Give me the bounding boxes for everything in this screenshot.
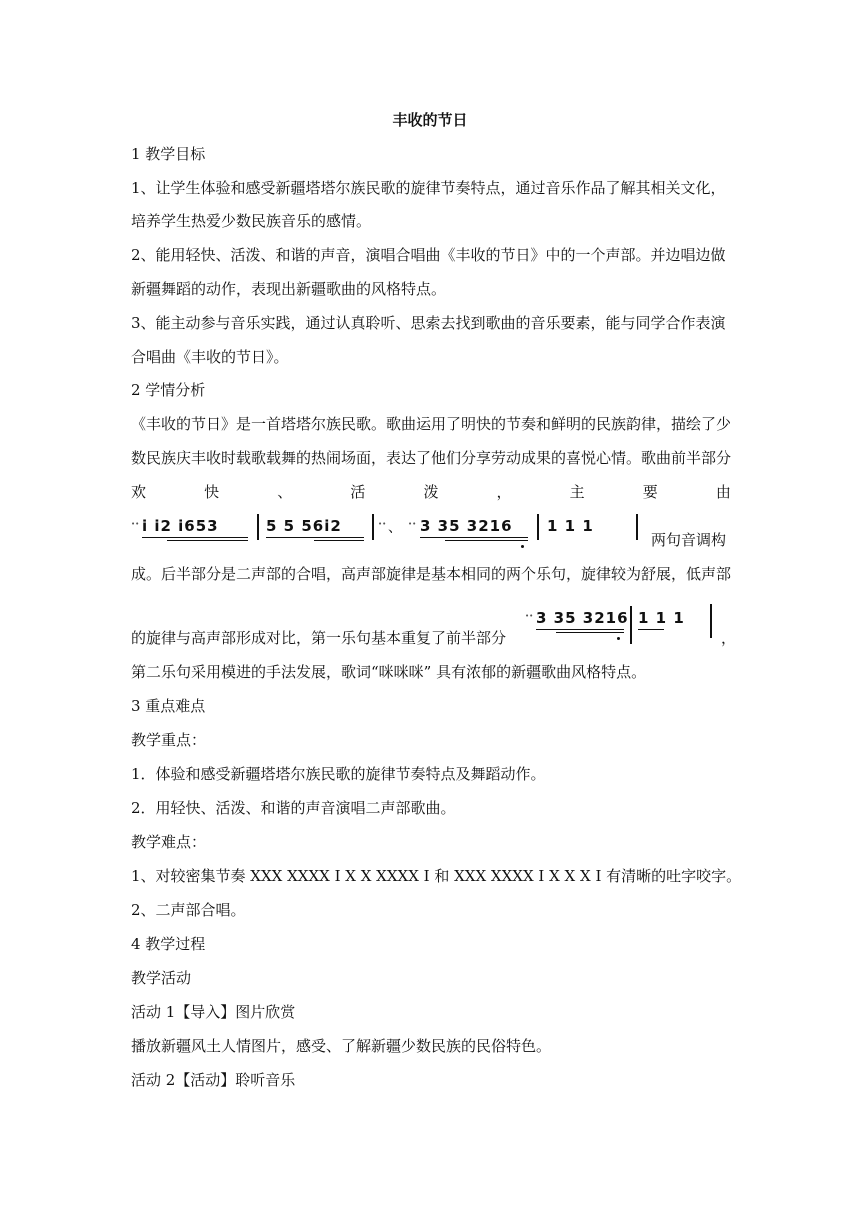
spread-word: 欢 — [131, 483, 147, 501]
difficulty-2: 2、二声部合唱。 — [131, 901, 246, 919]
barline — [636, 514, 638, 540]
notation-bar-5: 3 35 3216 — [536, 609, 629, 627]
difficulty-1: 1、对较密集节奏 XXX XXXX I X X XXXX I 和 XXX XXXX I X X X I 有清晰的吐字咬字。 — [131, 867, 742, 885]
analysis-line-e: 成。后半部分是二声部的合唱，高声部旋律是基本相同的两个乐句，旋律较为舒展，低声部 — [131, 565, 732, 583]
section-heading-goals: 1 教学目标 — [131, 145, 206, 163]
barline — [710, 604, 712, 638]
analysis-spread-line — [131, 481, 731, 503]
spread-word: 快 — [204, 483, 220, 501]
octave-dot — [521, 545, 524, 548]
activity-1-text: 播放新疆风土人情图片，感受、了解新疆少数民族的民俗特色。 — [131, 1037, 552, 1055]
barline — [372, 514, 374, 540]
goal-1-line-b: 培养学生热爱少数民族音乐的感情。 — [131, 212, 372, 230]
analysis-line-d-tail: 两句音调构 — [651, 531, 727, 549]
spread-word: 活 — [350, 483, 366, 501]
underline-mark — [420, 537, 528, 538]
underline-mark — [142, 537, 248, 538]
spread-word: 泼 — [423, 483, 439, 501]
activity-1-title: 活动 1【导入】图片欣赏 — [131, 1003, 296, 1021]
notation-bar-2: 5 5 56i2 — [266, 517, 342, 535]
analysis-line-f: 的旋律与高声部形成对比，第一乐句基本重复了前半部分 — [131, 629, 507, 647]
barline — [257, 514, 259, 540]
analysis-line-a: 《丰收的节日》是一首塔塔尔族民歌。歌曲运用了明快的节奏和鲜明的民族韵律，描绘了少 — [131, 415, 732, 433]
underline-mark — [314, 540, 364, 541]
analysis-line-b: 数民族庆丰收时载歌载舞的热闹场面，表达了他们分享劳动成果的喜悦心情。歌曲前半部分 — [131, 449, 732, 467]
underline-mark — [445, 540, 528, 541]
goal-2-line-a: 2、能用轻快、活泼、和谐的声音，演唱合唱曲《丰收的节日》中的一个声部。并边唱边做 — [131, 246, 726, 264]
octave-dot — [617, 637, 620, 640]
underline-mark — [638, 629, 664, 630]
spread-word: 主 — [569, 483, 585, 501]
key-point-1: 1．体验和感受新疆塔塔尔族民歌的旋律节奏特点及舞蹈动作。 — [131, 765, 546, 783]
process-subheading: 教学活动 — [131, 969, 192, 987]
notation-bar-3: 3 35 3216 — [420, 517, 513, 535]
goal-3-line-b: 合唱曲《丰收的节日》。 — [131, 348, 289, 366]
spread-word: 由 — [715, 483, 731, 501]
analysis-line-f-tail: ， — [721, 629, 737, 647]
page-title: 丰收的节日 — [392, 111, 468, 129]
spread-word: 、 — [277, 483, 293, 501]
notation-bar-1: i i2 i653 — [142, 517, 219, 535]
notation-bar-6: 1 1 1 — [638, 609, 685, 627]
section-heading-process: 4 教学过程 — [131, 935, 206, 953]
separator: 、 — [388, 520, 402, 536]
barline — [537, 514, 539, 540]
barline — [630, 606, 632, 644]
analysis-line-g: 第二乐句采用模进的手法发展，歌词“咪咪咪” 具有浓郁的新疆歌曲风格特点。 — [131, 663, 647, 681]
goal-3-line-a: 3、能主动参与音乐实践，通过认真聆听、思索去找到歌曲的音乐要素，能与同学合作表演 — [131, 314, 726, 332]
underline-mark — [266, 537, 364, 538]
document-page: 丰收的节日 1 教学目标 1、让学生体验和感受新疆塔塔尔族民歌的旋律节奏特点，通过音乐作品了解其相关文化， 培养学生热爱少数民族音乐的感情。 2、能用轻快、活泼、和谐的声音，演唱合唱曲《丰收的节日》中的一个声部。并边唱边做 新疆舞蹈的动作，表现出新疆歌曲的风格特点。 3、能主动参与音乐实践，通过认真聆听、思索去找到歌曲的音乐要素，能与同学合作表演 合唱曲《丰收的节日》。 2 学情分析 《丰收的节日》是一首塔塔尔族民歌。歌曲运用了明快的节奏和鲜明的民族韵律，描绘了少 数民族庆丰收时载歌载舞的热闹场面，表达了他们分享劳动成果的喜悦心情。歌曲前半部分 欢 快 、 活 泼 ， 主 要 由 •• i i2 i653 5 5 56i2 •• 、 •• 3 35 3216 1 1 1 两句音调构 成。后半部分是二声部的合唱，高声部旋律是基本相同的两个乐句，旋律较为舒展，低声部 的旋律与高声部形成对比，第一乐句基本重复了前半部分 •• 3 35 3216 1 1 1 ， 第二乐句采用模进的手法发展，歌词“咪咪咪” 具有浓郁的新疆歌曲风格特点。 3 重点难点 教学重点： 1．体验和感受新疆塔塔尔族民歌的旋律节奏特点及舞蹈动作。 2．用轻快、活泼、和谐的声音演唱二声部歌曲。 教学难点： 1、对较密集节奏 XXX XXXX I X X XXXX I 和 XXX XXXX I X X X I 有清晰的吐字咬字。 2、二声部合唱。 4 教学过程 教学活动 活动 1【导入】图片欣赏 播放新疆风土人情图片，感受、了解新疆少数民族的民俗特色。 活动 2【活动】聆听音乐 — [0, 0, 860, 1216]
goal-1-line-a: 1、让学生体验和感受新疆塔塔尔族民歌的旋律节奏特点，通过音乐作品了解其相关文化， — [131, 179, 726, 197]
underline-mark — [556, 632, 624, 633]
difficulty-label: 教学难点： — [131, 833, 207, 851]
notation-bar-4: 1 1 1 — [547, 517, 594, 535]
key-point-2: 2．用轻快、活泼、和谐的声音演唱二声部歌曲。 — [131, 799, 456, 817]
goal-2-line-b: 新疆舞蹈的动作，表现出新疆歌曲的风格特点。 — [131, 280, 447, 298]
spread-word: ， — [496, 483, 512, 501]
underline-mark — [167, 540, 248, 541]
underline-mark — [536, 629, 624, 630]
key-points-label: 教学重点： — [131, 731, 207, 749]
section-heading-analysis: 2 学情分析 — [131, 381, 206, 399]
spread-word: 要 — [642, 483, 658, 501]
activity-2-title: 活动 2【活动】聆听音乐 — [131, 1071, 296, 1089]
section-heading-key-points: 3 重点难点 — [131, 697, 206, 715]
